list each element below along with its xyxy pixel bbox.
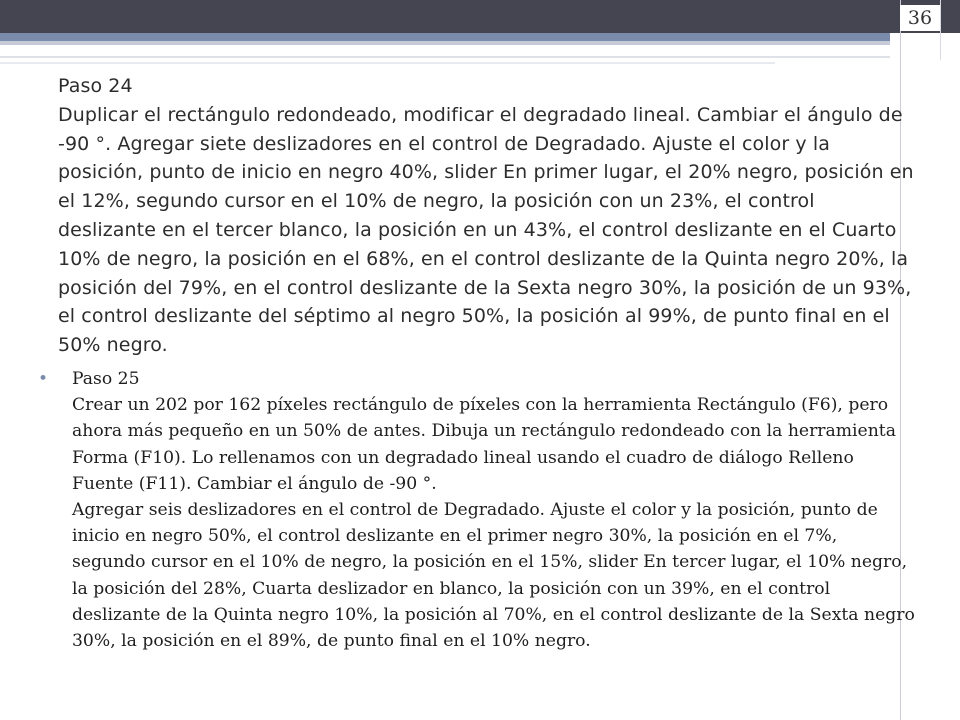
accent-band — [0, 33, 890, 41]
step-25-content — [72, 366, 916, 654]
step-24-block — [58, 72, 916, 360]
step-25-title: Paso 25 — [72, 369, 140, 389]
bullet-icon: • — [38, 369, 49, 389]
step-25-paragraph-2: Agregar seis deslizadores en el control de Degradado. Ajuste el color y la posición, punto de inicio en negro 50%, el control deslizante en el primer negro 30%, la posición en el 7%, segundo cursor en el 10% de negro, la posición en el 15%, slider En tercer lugar, el 10% negro, la posición del 28%, Cuarta deslizador en blanco, la posición con un 39%, en el control deslizante de la Quinta negro 10%, la posición al 70%, en el control deslizante de la Sexta negro 30%, la posición en el 89%, de punto final en el 10% negro. — [72, 500, 915, 652]
accent-line — [0, 41, 890, 45]
step-25-block — [38, 366, 916, 654]
step-25-paragraph-1: Crear un 202 por 162 píxeles rectángulo de píxeles con la herramienta Rectángulo (F6), pero ahora más pequeño en un 50% de antes. Dibuja un rectángulo redondeado con la herramienta Forma (F10). Lo rellenamos con un degradado lineal usando el cuadro de diálogo Relleno Fuente (F11). Cambiar el ángulo de -90 °. — [72, 395, 896, 494]
step-24-body: Duplicar el rectángulo redondeado, modificar el degradado lineal. Cambiar el ángulo de -90 °. Agregar siete deslizadores en el control de Degradado. Ajuste el color y la posición, punto de inicio en negro 40%, slider En primer lugar, el 20% negro, posición en el 12%, segundo cursor en el 10% de negro, la posición con un 23%, el control deslizante en el tercer blanco, la posición en un 43%, el control deslizante en el Cuarto 10% de negro, la posición en el 68%, en el control deslizante de la Quinta negro 20%, la posición del 79%, en el control deslizante de la Sexta negro 30%, la posición de un 93%, el control deslizante del séptimo al negro 50%, la posición al 99%, de punto final en el 50% negro. — [58, 103, 914, 357]
vertical-divider-short — [940, 0, 941, 60]
accent-line-short — [0, 62, 775, 64]
page-number: 36 — [900, 5, 940, 31]
step-24-title: Paso 24 — [58, 75, 133, 97]
title-bar — [0, 0, 960, 33]
accent-line-thin — [0, 56, 890, 58]
